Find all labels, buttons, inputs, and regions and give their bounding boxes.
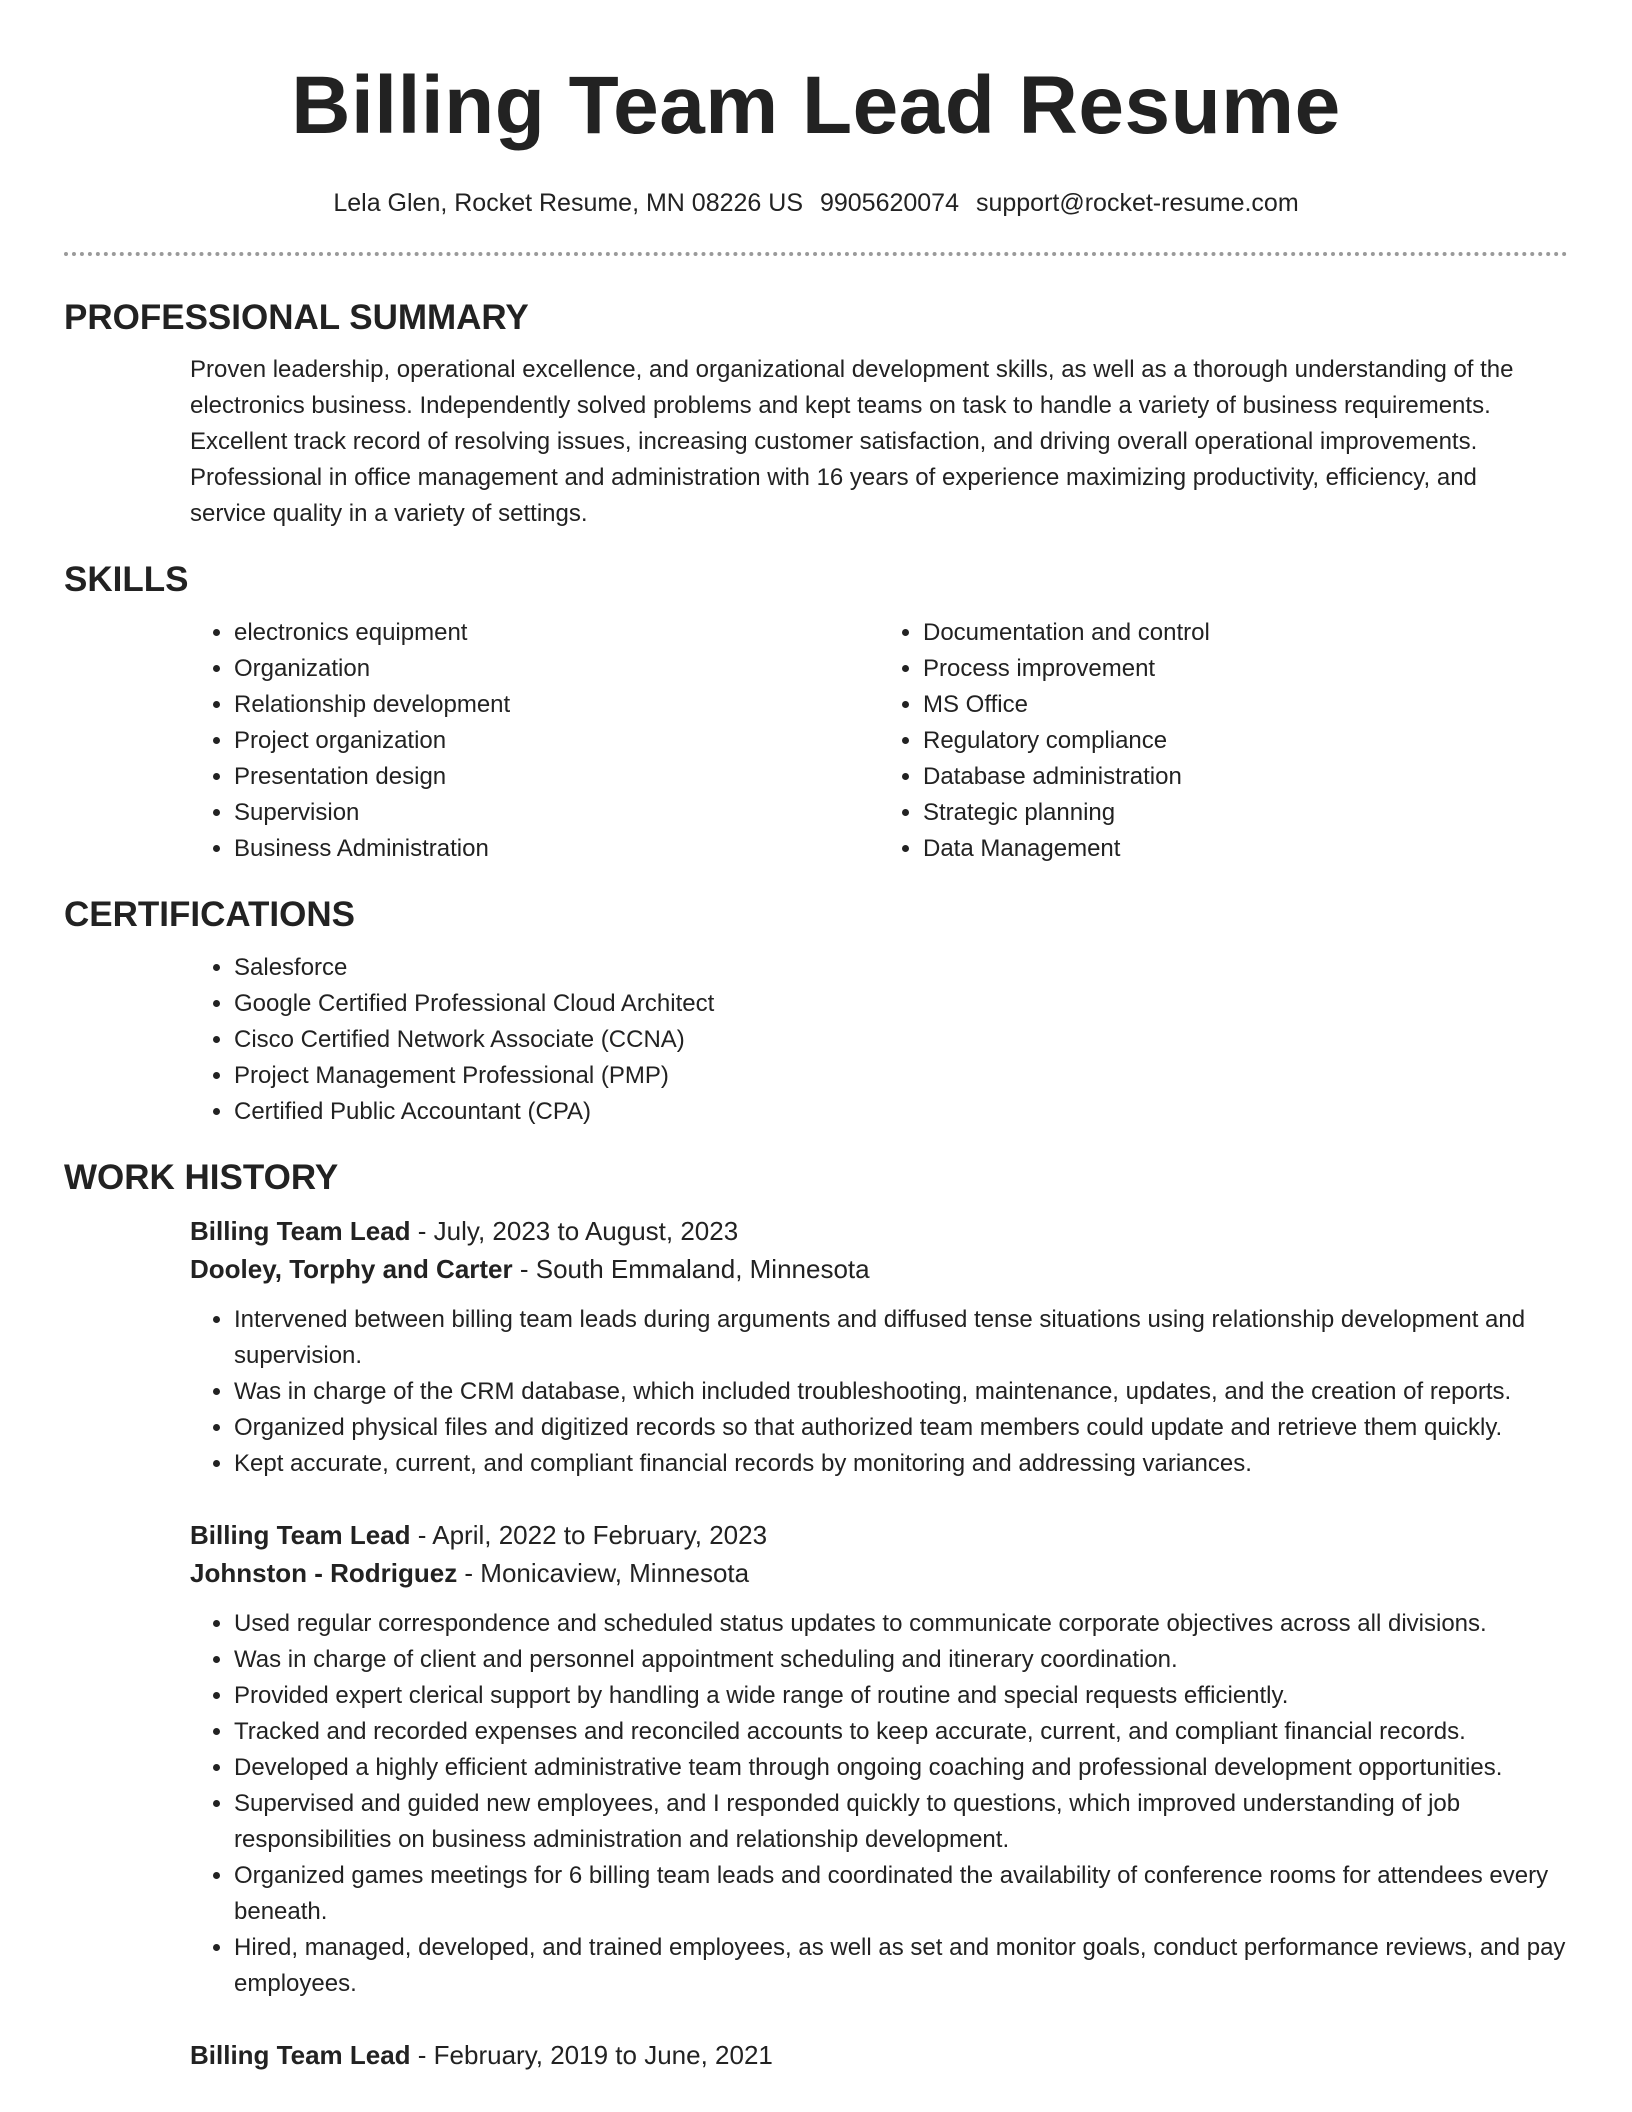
job-dates: - February, 2019 to June, 2021: [410, 2040, 773, 2070]
summary-line: Proven leadership, operational excellence, and organizational development skills, as well as a thorough understanding of the: [190, 356, 1514, 383]
skill-item: • Supervision: [234, 795, 879, 831]
job-duty: • Used regular correspondence and scheduled status updates to communicate corporate objectives across all divisions.: [234, 1606, 1568, 1642]
skill-item: • Project organization: [234, 723, 879, 759]
summary-line: electronics business. Independently solved problems and kept teams on task to handle a variety of business requirements.: [190, 392, 1491, 419]
certifications-heading: CERTIFICATIONS: [64, 895, 356, 934]
certification-item: • Cisco Certified Network Associate (CCNA): [234, 1022, 1568, 1058]
skill-item: • Documentation and control: [923, 615, 1568, 651]
certification-item: • Certified Public Accountant (CPA): [234, 1094, 1568, 1130]
job-duties: [190, 1302, 1568, 1482]
summary-line: Excellent track record of resolving issues, increasing customer satisfaction, and driving overall operational improvements.: [190, 428, 1478, 455]
job-title: Billing Team Lead: [190, 2040, 411, 2070]
work-history-heading: WORK HISTORY: [64, 1158, 339, 1197]
page-title: Billing Team Lead Resume: [291, 60, 1341, 151]
skills-heading: SKILLS: [64, 560, 189, 599]
skills-list-right: [879, 615, 1568, 867]
header-divider: [64, 252, 1568, 256]
skill-item: • Database administration: [923, 759, 1568, 795]
job-duty: • Was in charge of client and personnel appointment scheduling and itinerary coordination.: [234, 1642, 1568, 1678]
job-duty: • Organized physical files and digitized records so that authorized team members could update and retrieve them quickly.: [234, 1410, 1568, 1446]
summary-line: Professional in office management and administration with 16 years of experience maximizing productivity, efficiency, and: [190, 464, 1477, 491]
job-entry: [190, 1516, 1568, 2002]
job-duty: • Supervised and guided new employees, and I responded quickly to questions, which improved understanding of job responsibilities on business administration and relationship development.: [234, 1786, 1568, 1858]
summary-heading: PROFESSIONAL SUMMARY: [64, 298, 529, 337]
skills-list-left: [190, 615, 879, 867]
job-title-line: [190, 2036, 1568, 2074]
job-duty: • Provided expert clerical support by handling a wide range of routine and special requests efficiently.: [234, 1678, 1568, 1714]
summary-text: [190, 352, 1568, 532]
job-duty: • Tracked and recorded expenses and reconciled accounts to keep accurate, current, and compliant financial records.: [234, 1714, 1568, 1750]
job-duty: • Organized games meetings for 6 billing team leads and coordinated the availability of conference rooms for attendees every beneath.: [234, 1858, 1568, 1930]
certification-item: • Salesforce: [234, 950, 1568, 986]
summary-line: service quality in a variety of settings.: [190, 500, 588, 527]
skill-item: • Relationship development: [234, 687, 879, 723]
skill-item: • Regulatory compliance: [923, 723, 1568, 759]
skill-item: • Process improvement: [923, 651, 1568, 687]
skill-item: • Data Management: [923, 831, 1568, 867]
skill-item: • Business Administration: [234, 831, 879, 867]
skill-item: • Organization: [234, 651, 879, 687]
job-dates: - July, 2023 to August, 2023: [410, 1216, 739, 1246]
contact-phone: 9905620074: [819, 189, 959, 217]
job-company: Johnston - Rodriguez: [190, 1558, 458, 1588]
job-company-line: [190, 1554, 1568, 1592]
job-company: Dooley, Torphy and Carter: [190, 1254, 513, 1284]
certifications-list: [190, 950, 1568, 1130]
job-entry: [190, 2036, 1568, 2074]
skill-item: • electronics equipment: [234, 615, 879, 651]
certification-item: • Project Management Professional (PMP): [234, 1058, 1568, 1094]
contact-line: [64, 187, 1568, 219]
skill-item: • Presentation design: [234, 759, 879, 795]
job-location: - Monicaview, Minnesota: [457, 1558, 750, 1588]
job-location: - South Emmaland, Minnesota: [512, 1254, 870, 1284]
job-title-line: [190, 1212, 1568, 1250]
job-duties: [190, 1606, 1568, 2002]
job-title: Billing Team Lead: [190, 1520, 411, 1550]
contact-address: Lela Glen, Rocket Resume, MN 08226 US: [333, 189, 803, 217]
skills-grid: [190, 615, 1568, 867]
skill-item: • MS Office: [923, 687, 1568, 723]
skill-item: • Strategic planning: [923, 795, 1568, 831]
job-title-line: [190, 1516, 1568, 1554]
contact-email[interactable]: support@rocket-resume.com: [975, 189, 1299, 217]
job-duty: • Kept accurate, current, and compliant financial records by monitoring and addressing variances.: [234, 1446, 1568, 1482]
job-duty: • Intervened between billing team leads during arguments and diffused tense situations using relationship development and supervision.: [234, 1302, 1568, 1374]
job-company-line: [190, 1250, 1568, 1288]
job-duty: • Hired, managed, developed, and trained employees, as well as set and monitor goals, conduct performance reviews, and pay employees.: [234, 1930, 1568, 2002]
job-entry: [190, 1212, 1568, 1482]
job-title: Billing Team Lead: [190, 1216, 411, 1246]
job-duty: • Was in charge of the CRM database, which included troubleshooting, maintenance, updates, and the creation of reports.: [234, 1374, 1568, 1410]
job-duty: • Developed a highly efficient administrative team through ongoing coaching and professional development opportunities.: [234, 1750, 1568, 1786]
certifications-block: [190, 950, 1568, 1130]
certification-item: • Google Certified Professional Cloud Architect: [234, 986, 1568, 1022]
job-dates: - April, 2022 to February, 2023: [410, 1520, 768, 1550]
